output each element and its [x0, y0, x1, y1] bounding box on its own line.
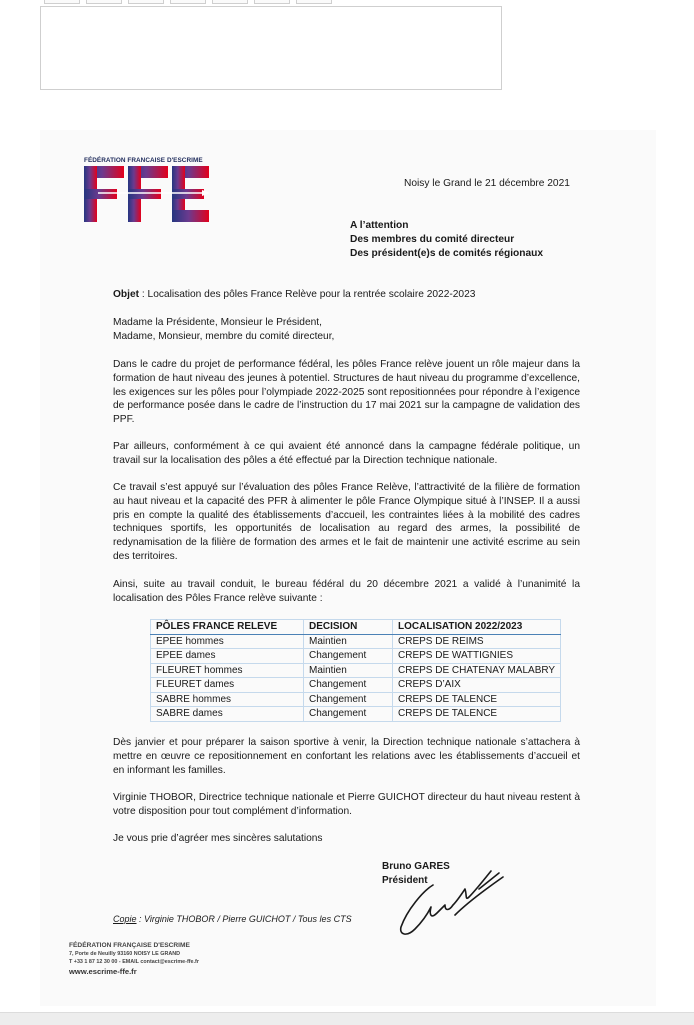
table-cell: Maintien: [304, 663, 393, 678]
letter-footer: [69, 941, 199, 977]
logo-caption: FÉDÉRATION FRANCAISE D'ESCRIME: [84, 157, 203, 164]
table-cell: CREPS DE REIMS: [393, 634, 561, 649]
toolbar-button[interactable]: [170, 0, 206, 4]
column-header: LOCALISATION 2022/2023: [393, 620, 561, 635]
table-cell: FLEURET hommes: [151, 663, 304, 678]
column-header: PÔLES FRANCE RELEVE: [151, 620, 304, 635]
table-cell: CREPS DE TALENCE: [393, 707, 561, 722]
table-cell: Changement: [304, 649, 393, 664]
toolbar-button[interactable]: [254, 0, 290, 4]
table-cell: SABRE dames: [151, 707, 304, 722]
paragraph-closing: Je vous prie d’agréer mes sincères salutations: [113, 833, 323, 844]
salutation: [113, 316, 580, 344]
paragraph-implementation: Dès janvier et pour préparer la saison sportive à venir, la Direction technique nationale s’attachera à mettre en œuvre ce repositionnement en confortant les relations avec les établissements d’accueil et en informant les familles.: [113, 737, 580, 776]
letter-page: [40, 130, 656, 1006]
table-cell: EPEE dames: [151, 649, 304, 664]
toolbar-button[interactable]: [296, 0, 332, 4]
toolbar-button[interactable]: [212, 0, 248, 4]
paragraph-contacts: Virginie THOBOR, Directrice technique nationale et Pierre GUICHOT directeur du haut niveau restent à votre disposition pour tout complément d’information.: [113, 792, 580, 817]
toolbar-stubs: [44, 0, 332, 4]
table-row: [151, 692, 561, 707]
toolbar-button[interactable]: [86, 0, 122, 4]
table-cell: EPEE hommes: [151, 634, 304, 649]
recipient-line: A l’attention: [350, 220, 409, 231]
footer-website[interactable]: www.escrime-ffe.fr: [69, 967, 137, 976]
salutation-line: Madame, Monsieur, membre du comité directeur,: [113, 330, 335, 342]
footer-org: FÉDÉRATION FRANÇAISE D'ESCRIME: [69, 942, 190, 949]
handwritten-signature: [395, 855, 505, 940]
table-cell: Maintien: [304, 634, 393, 649]
footer-contact: T +33 1 87 12 30 00 - EMAIL contact@escrime-ffe.fr: [69, 959, 199, 965]
table-cell: SABRE hommes: [151, 692, 304, 707]
copy-label: Copie: [113, 914, 137, 924]
footer-address: 7, Porte de Neuilly 93160 NOISY LE GRAND: [69, 951, 181, 957]
salutation-line: Madame la Présidente, Monsieur le Président,: [113, 317, 322, 328]
subject-line: [113, 288, 580, 302]
paragraph-campaign: Par ailleurs, conformément à ce qui avaient été annoncé dans la campagne fédérale politique, un travail sur la localisation des pôles a été effectué par la Direction technique nationale.: [113, 441, 580, 466]
paragraph-decision: Ainsi, suite au travail conduit, le bureau fédéral du 20 décembre 2021 a validé à l’unanimité la localisation des Pôles France relève suivante :: [113, 579, 580, 604]
ffe-logo: [84, 158, 214, 226]
copy-text: : Virginie THOBOR / Pierre GUICHOT / Tous les CTS: [136, 914, 352, 924]
table-cell: CREPS DE CHATENAY MALABRY: [393, 663, 561, 678]
table-cell: Changement: [304, 692, 393, 707]
subject-label: Objet: [113, 289, 140, 300]
table-row: [151, 663, 561, 678]
table-row: [151, 678, 561, 693]
empty-text-area[interactable]: [40, 6, 502, 90]
table-row: [151, 707, 561, 722]
table-cell: Changement: [304, 678, 393, 693]
paragraph-context: Dans le cadre du projet de performance fédéral, les pôles France relève jouent un rôle majeur dans la formation de haut niveau des jeunes à potentiel. Structures de haut niveau du programme d’excellence, les exigences sur les pôles pour l’olympiade 2022-2025 sont repositionnées pour répondre à l’exigence de performance posée dans le cadre de l’instruction du 17 mai 2021 sur la campagne de validation des PPF.: [113, 359, 580, 426]
table-cell: CREPS DE WATTIGNIES: [393, 649, 561, 664]
recipient-line: Des membres du comité directeur: [350, 233, 515, 245]
copy-line: [113, 913, 352, 927]
table-cell: FLEURET dames: [151, 678, 304, 693]
table-cell: CREPS DE TALENCE: [393, 692, 561, 707]
table-cell: Changement: [304, 707, 393, 722]
recipient-line: Des président(e)s de comités régionaux: [350, 247, 544, 259]
signer-name: Bruno GARES: [382, 861, 450, 872]
column-header: DECISION: [304, 620, 393, 635]
paragraph-evaluation: Ce travail s’est appuyé sur l’évaluation des pôles France Relève, l’attractivité de la filière de formation au haut niveau et la capacité des PFR à alimenter le pôle France Olympique situé à l’INSEP. Il a aussi pris en compte la qualité des établissements d’accueil, les contraintes liées à la mobilité des cadres techniques sportifs, les opportunités de localisation au regard des armes, la possibilité de redynamisation de la filière de formation des armes et le fait de maintenir une activité escrime au sein des territoires.: [113, 482, 580, 562]
table-row: [151, 634, 561, 649]
signer-title: Président: [382, 875, 428, 886]
subject-text: : Localisation des pôles France Relève pour la rentrée scolaire 2022-2023: [139, 289, 476, 300]
poles-table: [150, 619, 561, 722]
bottom-scroll-strip[interactable]: [0, 1012, 694, 1025]
table-header-row: [151, 620, 561, 635]
table-cell: CREPS D’AIX: [393, 678, 561, 693]
letter-date: Noisy le Grand le 21 décembre 2021: [404, 178, 570, 189]
toolbar-button[interactable]: [128, 0, 164, 4]
toolbar-button[interactable]: [44, 0, 80, 4]
table-row: [151, 649, 561, 664]
recipients-block: [350, 219, 543, 260]
